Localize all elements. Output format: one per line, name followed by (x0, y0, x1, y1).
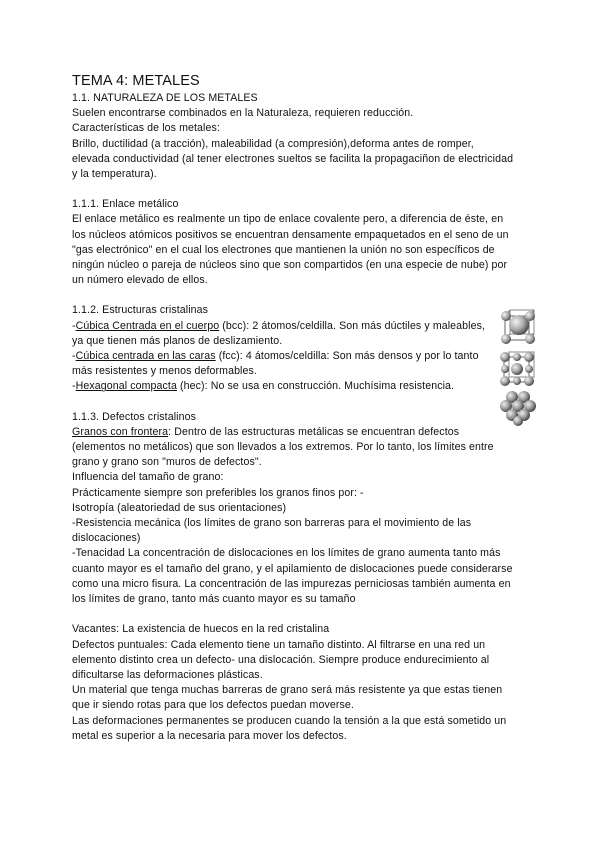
characteristics-line: elevada conductividad (al tener electrones sueltos se facilita la propagaciñon de electricidad (72, 152, 514, 165)
bcc-line: -Cúbica Centrada en el cuerpo (bcc): 2 átomos/celdilla. Son más dúctiles y maleables, (72, 319, 486, 332)
paragraph-line: los núcleos atómicos positivos se encuentran densamente empaquetados en el seno de un (72, 228, 509, 241)
paragraph-line: Vacantes: La existencia de huecos en la red cristalina (72, 623, 330, 636)
fcc-line-2: más resistentes y menos deformables. (72, 365, 257, 378)
paragraph-line: Isotropía (aleatoriedad de sus orientaciones) (72, 501, 287, 514)
paragraph-line: elemento distinto crea un defecto- una dislocación. Siempre produce endurecimiento al (72, 653, 490, 666)
bcc-term: Cúbica Centrada en el cuerpo (75, 319, 220, 332)
characteristics-heading: Características de los metales: (72, 122, 220, 135)
hcp-crystal-icon (499, 389, 537, 427)
paragraph-line: que ir siendo rotas para que los defectos puedan moverse. (72, 699, 354, 712)
paragraph-line: grano y grano son "muros de defectos". (72, 456, 262, 469)
paragraph-line: Un material que tenga muchas barreras de grano será más resistente ya que estas tienen (72, 684, 503, 697)
section-1-1-intro: Suelen encontrarse combinados en la Naturaleza, requieren reducción. (72, 107, 414, 120)
characteristics-line: Brillo, ductilidad (a tracción), maleabilidad (a compresión),deforma antes de romper, (72, 137, 474, 150)
paragraph-line: cuanto mayor es el tamaño del grano, y el apilamiento de dislocaciones puede considerarse (72, 562, 513, 575)
paragraph-line: dificultarse las deformaciones plásticas. (72, 668, 263, 681)
document-page (72, 72, 528, 744)
fcc-crystal-icon (499, 348, 537, 386)
paragraph-line: dislocaciones) (72, 532, 141, 545)
paragraph-line: "gas electrónico" en el cual los electrones que mantienen la unión no son específicos de (72, 243, 495, 256)
grains-line: Granos con frontera: Dentro de las estructuras metálicas se encuentran defectos (72, 425, 460, 438)
grains-term: Granos con frontera (72, 425, 169, 438)
paragraph-line: (elementos no metálicos) que son llevados a los extremos. Por lo tanto, los límites entre (72, 441, 494, 454)
section-1-1-1-heading: 1.1.1. Enlace metálico (72, 198, 179, 211)
page-title: TEMA 4: METALES (72, 73, 200, 89)
paragraph-line: un número elevado de ellos. (72, 274, 208, 287)
paragraph-line: Influencia del tamaño de grano: (72, 471, 224, 484)
bcc-crystal-icon (499, 306, 537, 344)
paragraph-line: metal es superior a la necesaria para mover los defectos. (72, 729, 347, 742)
paragraph-line: los límites de grano, tanto más cuanto mayor es su tamaño (72, 593, 356, 606)
paragraph-line: Prácticamente siempre son preferibles los granos finos por: - (72, 486, 364, 499)
paragraph-line: El enlace metálico es realmente un tipo de enlace covalente pero, a diferencia de éste, en (72, 213, 504, 226)
paragraph-line: -Resistencia mecánica (los límites de grano son barreras para el movimiento de las (72, 517, 472, 530)
hcp-term: Hexagonal compacta (75, 380, 177, 393)
paragraph-line: -Tenacidad La concentración de dislocaciones en los límites de grano aumenta tanto más (72, 547, 501, 560)
section-1-1-2-heading: 1.1.2. Estructuras cristalinas (72, 304, 209, 317)
crystal-structures (72, 303, 528, 394)
paragraph-line: Defectos puntuales: Cada elemento tiene un tamaño distinto. Al filtrarse en una red un (72, 638, 486, 651)
characteristics-line: y la temperatura). (72, 168, 157, 181)
hcp-line: -Hexagonal compacta (hec): No se usa en construcción. Muchísima resistencia. (72, 380, 455, 393)
section-1-1-3-heading: 1.1.3. Defectos cristalinos (72, 410, 196, 423)
section-1-1-heading: 1.1. NATURALEZA DE LOS METALES (72, 92, 258, 104)
paragraph-line: Las deformaciones permanentes se producen cuando la tensión a la que está sometido un (72, 714, 507, 727)
fcc-term: Cúbica centrada en las caras (75, 350, 216, 363)
bcc-line-2: ya que tienen más planos de deslizamiento. (72, 334, 283, 347)
paragraph-line: ningún núcleo o pareja de núcleos sino que son compartidos (en una especie de nube) por (72, 259, 508, 272)
paragraph-line: como una micro fisura. La concentración de las impurezas perniciosas también aumenta en (72, 577, 511, 590)
fcc-line: -Cúbica centrada en las caras (fcc): 4 átomos/celdilla: Son más densos y por lo tanto (72, 350, 479, 363)
